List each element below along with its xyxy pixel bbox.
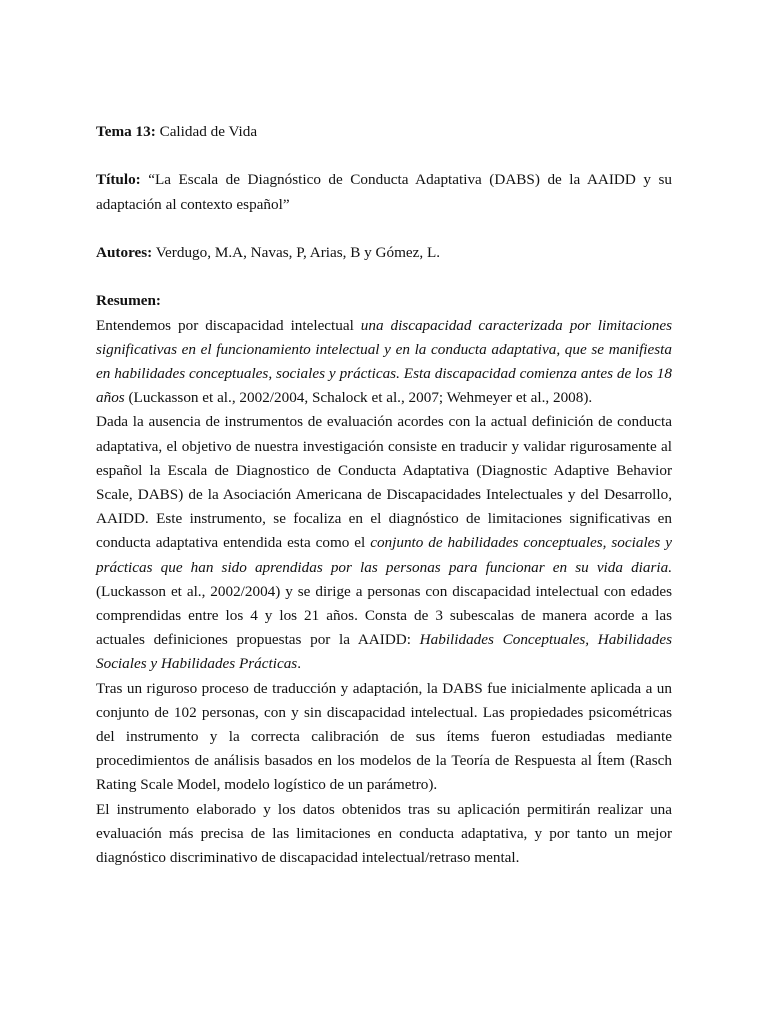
authors-label: Autores: (96, 243, 153, 261)
p2-italic-subscales: Habilidades Conceptuales, Habilidades Sociales y Habilidades Prácticas (96, 631, 672, 673)
title-label: Título: (96, 171, 141, 189)
p2-text-c: (Luckasson et al., 2002/2004) y se dirige a personas con discapacidad intelectual con edades comprendidas entre los 4 y los 21 años. Consta de 3 subescalas de manera acorde a las actuales definiciones propuestas por la AAIDD: (96, 582, 672, 649)
abstract-paragraph-3: Tras un riguroso proceso de traducción y adaptación, la DABS fue inicialmente aplicada a un conjunto de 102 personas, con y sin discapacidad intelectual. Las propiedades psicométricas del instrumento y la correcta calibración de sus ítems fueron estudiadas mediante procedimientos de análisis basados en los modelos de la Teoría de Respuesta al Ítem (Rasch Rating Scale Model, modelo logístico de un parámetro). (96, 679, 672, 794)
p2-text-e: . (297, 655, 301, 673)
spacer (96, 265, 672, 289)
p1-text-a: Entendemos por discapacidad intelectual (96, 316, 361, 334)
topic-line (96, 120, 672, 144)
document-page (96, 120, 672, 870)
p1-text-c: (Luckasson et al., 2002/2004, Schalock et al., 2007; Wehmeyer et al., 2008). (124, 389, 593, 407)
topic-value: Calidad de Vida (155, 123, 258, 140)
p1-italic-definition: una discapacidad caracterizada por limitaciones significativas en el funcionamiento intelectual y en la conducta adaptativa, que se manifiesta en habilidades conceptuales, sociales y prácticas. Esta discapacidad comienza antes de los 18 años (96, 316, 672, 407)
abstract-paragraph-2 (96, 410, 672, 676)
abstract-paragraph-4: El instrumento elaborado y los datos obtenidos tras su aplicación permitirán realizar una evaluación más precisa de las limitaciones en conducta adaptativa, y por tanto un mejor diagnóstico discriminativo de discapacidad intelectual/retraso mental. (96, 800, 672, 867)
spacer (96, 217, 672, 241)
title-line (96, 168, 672, 216)
topic-label: Tema 13: (96, 123, 156, 140)
authors-value: Verdugo, M.A, Navas, P, Arias, B y Gómez, L. (152, 243, 441, 261)
p2-italic-definition: conjunto de habilidades conceptuales, sociales y prácticas que han sido aprendidas por las personas para funcionar en su vida diaria. (96, 534, 672, 576)
authors-line (96, 241, 672, 265)
abstract-paragraph-1 (96, 314, 672, 411)
p2-text-a: Dada la ausencia de instrumentos de evaluación acordes con la actual definición de conducta adaptativa, el objetivo de nuestra investigación consiste en traducir y validar rigurosamente al español la Escala de Diagnostico de Conducta Adaptativa (Diagnostic Adaptive Behavior Scale, DABS) de la Asociación Americana de Discapacidades Intelectuales y del Desarrollo, AAIDD. Este instrumento, se focaliza en el diagnóstico de limitaciones significativas en conducta adaptativa entendida esta como el (96, 413, 672, 552)
title-value: “La Escala de Diagnóstico de Conducta Adaptativa (DABS) de la AAIDD y su adaptación al contexto español” (96, 171, 672, 213)
spacer (96, 144, 672, 168)
abstract-heading: Resumen: (96, 292, 161, 310)
